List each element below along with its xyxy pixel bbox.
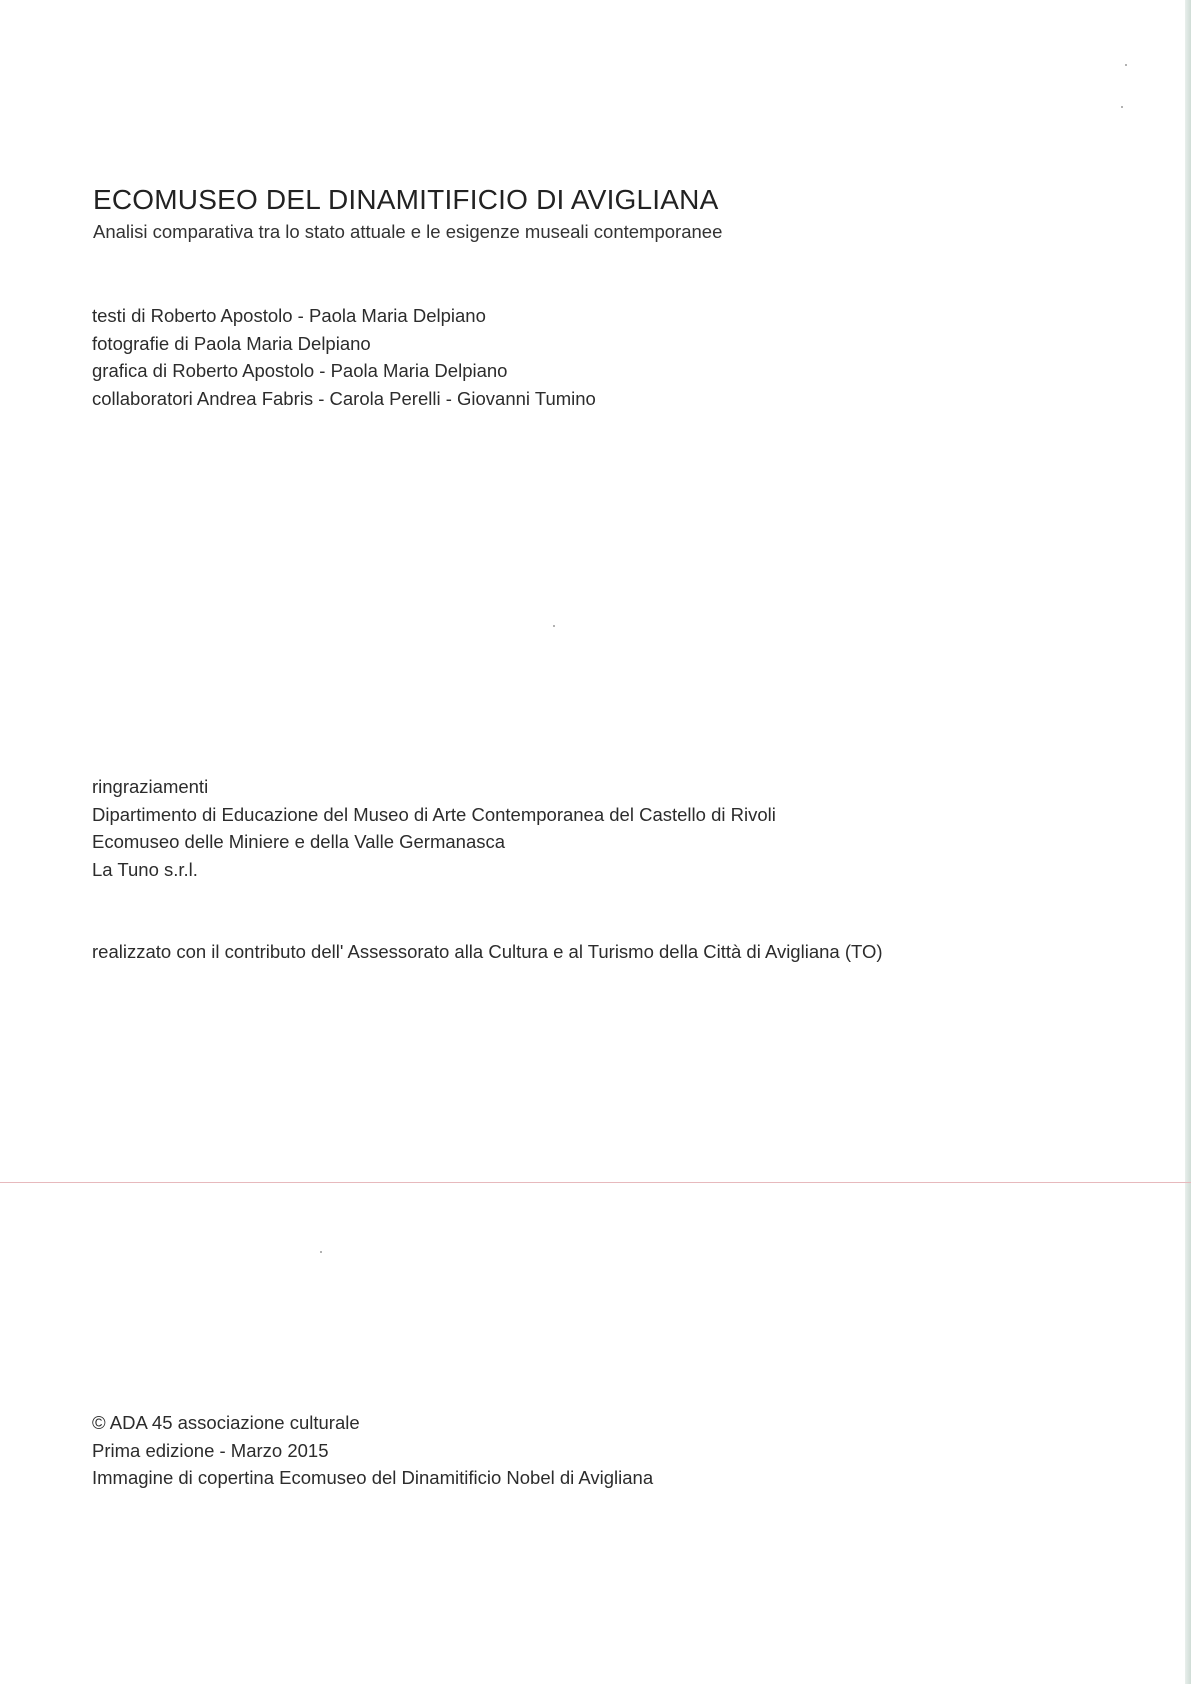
- copyright-line: © ADA 45 associazione culturale: [92, 1412, 360, 1433]
- document-title: ECOMUSEO DEL DINAMITIFICIO DI AVIGLIANA: [93, 184, 719, 215]
- acknowledgement-item: Dipartimento di Educazione del Museo di Arte Contemporanea del Castello di Rivoli: [92, 803, 776, 825]
- scan-speck: [553, 625, 555, 627]
- contribution-note: realizzato con il contributo dell' Assessorato alla Cultura e al Turismo della Città di Avigliana (TO): [92, 941, 883, 962]
- acknowledgements-block: [92, 773, 776, 883]
- scan-speck: [320, 1251, 322, 1253]
- acknowledgements-heading: ringraziamenti: [92, 776, 209, 797]
- scan-speck: [1121, 106, 1123, 108]
- credit-graphics: grafica di Roberto Apostolo - Paola Maria Delpiano: [92, 360, 508, 381]
- acknowledgement-item: Ecomuseo delle Miniere e della Valle Germanasca: [92, 831, 506, 852]
- credits-block: [92, 302, 596, 412]
- credit-photos: fotografie di Paola Maria Delpiano: [92, 332, 371, 354]
- credit-texts: testi di Roberto Apostolo - Paola Maria Delpiano: [92, 305, 486, 326]
- document-subtitle: Analisi comparativa tra lo stato attuale e le esigenze museali contemporanee: [93, 221, 723, 242]
- cover-image-credit: Immagine di copertina Ecomuseo del Dinamitificio Nobel di Avigliana: [92, 1467, 654, 1488]
- fold-line: [0, 1182, 1191, 1183]
- acknowledgement-item: La Tuno s.r.l.: [92, 858, 198, 880]
- edition-line: Prima edizione - Marzo 2015: [92, 1439, 329, 1461]
- credit-collaborators: collaboratori Andrea Fabris - Carola Perelli - Giovanni Tumino: [92, 387, 596, 409]
- colophon-block: [92, 1409, 653, 1492]
- page-edge: [1185, 0, 1191, 1684]
- scan-speck: [1125, 64, 1127, 66]
